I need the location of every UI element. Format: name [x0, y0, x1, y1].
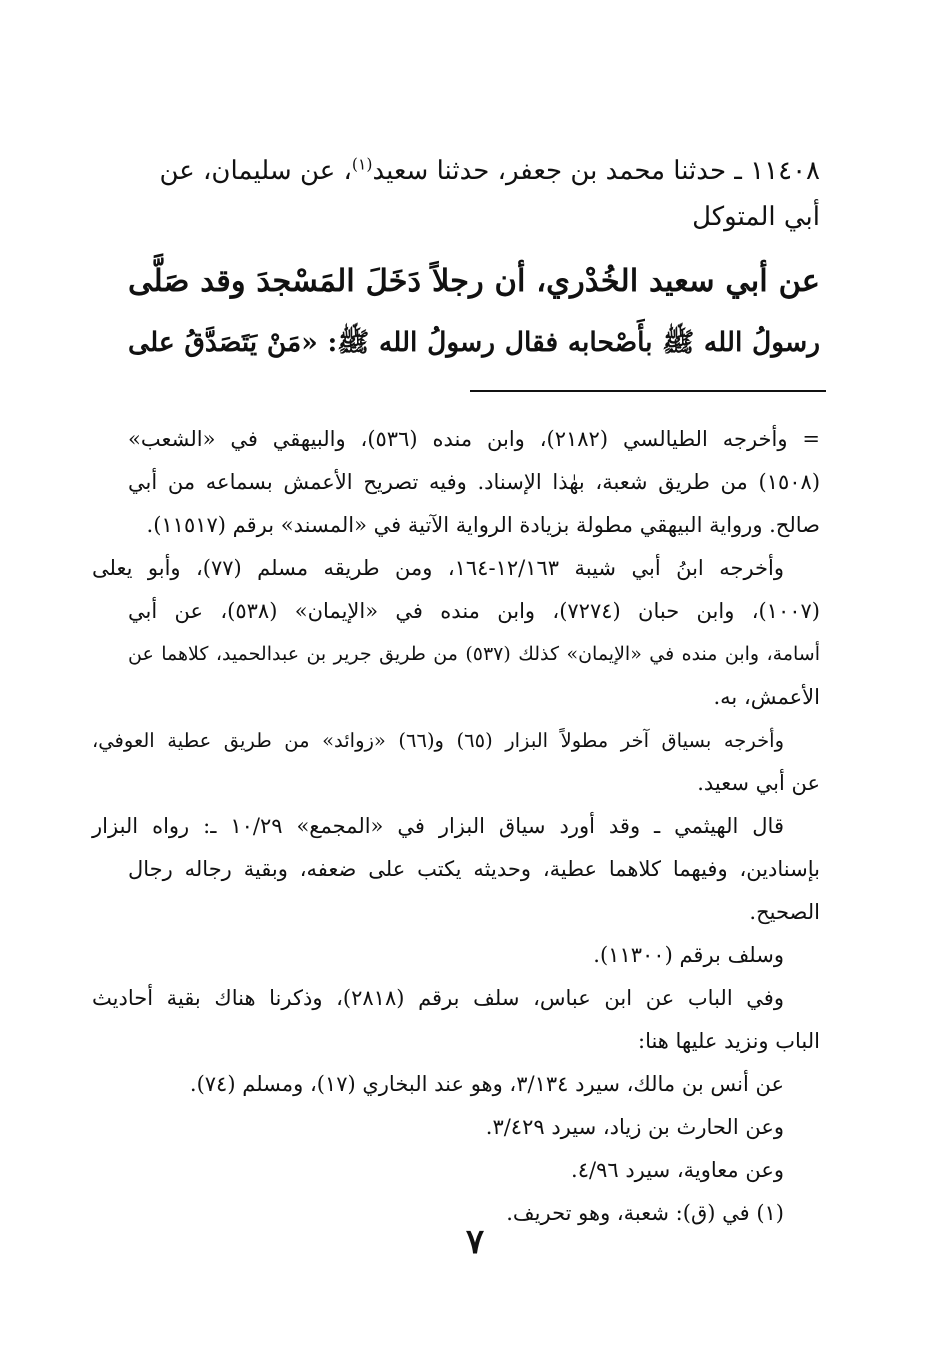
isnad-line-1-text: ١١٤٠٨ ـ حدثنا محمد بن جعفر، حدثنا سعيد [372, 156, 820, 186]
isnad-line-1 [128, 148, 820, 194]
footnote-line: وسلف برقم (١١٣٠٠). [593, 943, 784, 967]
footnote-line: الباب ونزيد عليها هنا: [638, 1029, 820, 1053]
footnote-line: وعن الحارث بن زياد، سيرد ٣/٤٢٩. [485, 1115, 784, 1139]
footnote-line: = وأخرجه الطيالسي (٢١٨٢)، وابن منده (٥٣٦)، والبيهقي في «الشعب» [128, 427, 820, 451]
footnote-marker[interactable]: (١) [351, 155, 373, 174]
footnote-line: وأخرجه بسياق آخر مطولاً البزار (٦٥) و(٦٦) «زوائد» من طريق عطية العوفي، [92, 729, 784, 752]
footnote-1: (١) في (ق): شعبة، وهو تحريف. [506, 1201, 784, 1225]
footnote-line: وفي الباب عن ابن عباس، سلف برقم (٢٨١٨)، وذكرنا هناك بقية أحاديث [92, 986, 784, 1010]
footnote-line: الأعمش، به. [713, 685, 820, 709]
footnote-line: وعن معاوية، سيرد ٤/٩٦. [571, 1158, 784, 1182]
footnote-line: قال الهيثمي ـ وقد أورد سياق البزار في «المجمع» ١٠/٢٩ ـ: رواه البزار [92, 814, 784, 838]
hadith-isnad [128, 148, 820, 240]
footnote-line: وأخرجه ابنُ أبي شيبة ١٢/١٦٣-١٦٤، ومن طريقه مسلم (٧٧)، وأبو يعلى [92, 556, 784, 580]
hadith-matn [128, 250, 820, 374]
isnad-line-2: أبي المتوكل [692, 202, 820, 232]
footnote-line: صالح. ورواية البيهقي مطولة بزيادة الرواية الآتية في «المسند» برقم (١١٥١٧). [146, 513, 820, 537]
isnad-line-1-tail: ، عن سليمان، عن [159, 156, 352, 186]
matn-line-2: رسولُ الله ﷺ بأَصْحابه فقال رسولُ الله ﷺ: «مَنْ يَتَصَدَّقُ على [128, 327, 820, 358]
footnote-line: أسامة، وابن منده في «الإيمان» كذلك (٥٣٧) من طريق جرير بن عبدالحميد، كلاهما عن [128, 643, 820, 665]
footnote-line: بإسنادين، وفيهما كلاهما عطية، وحديثه يكتب على ضعفه، وبقية رجاله رجال [128, 857, 820, 881]
footnote-line: عن أنس بن مالك، سيرد ٣/١٣٤، وهو عند البخاري (١٧)، ومسلم (٧٤). [189, 1072, 784, 1096]
footnote-line: الصحيح. [749, 900, 820, 924]
footnotes-section [92, 418, 821, 1235]
footnote-line: (١٠٠٧)، وابن حبان (٧٢٧٤)، وابن منده في «الإيمان» (٥٣٨)، عن أبي [128, 599, 820, 623]
page-number: ٧ [465, 1222, 485, 1262]
footnote-line: (١٥٠٨) من طريق شعبة، بهٰذا الإسناد. وفيه تصريح الأعمش بسماعه من أبي [128, 470, 821, 494]
matn-line-1: عن أبي سعيد الخُدْري، أن رجلاً دَخَلَ المَسْجدَ وقد صَلَّى [128, 263, 820, 299]
footnote-line: عن أبي سعيد. [697, 771, 820, 795]
footnote-divider [470, 390, 826, 392]
